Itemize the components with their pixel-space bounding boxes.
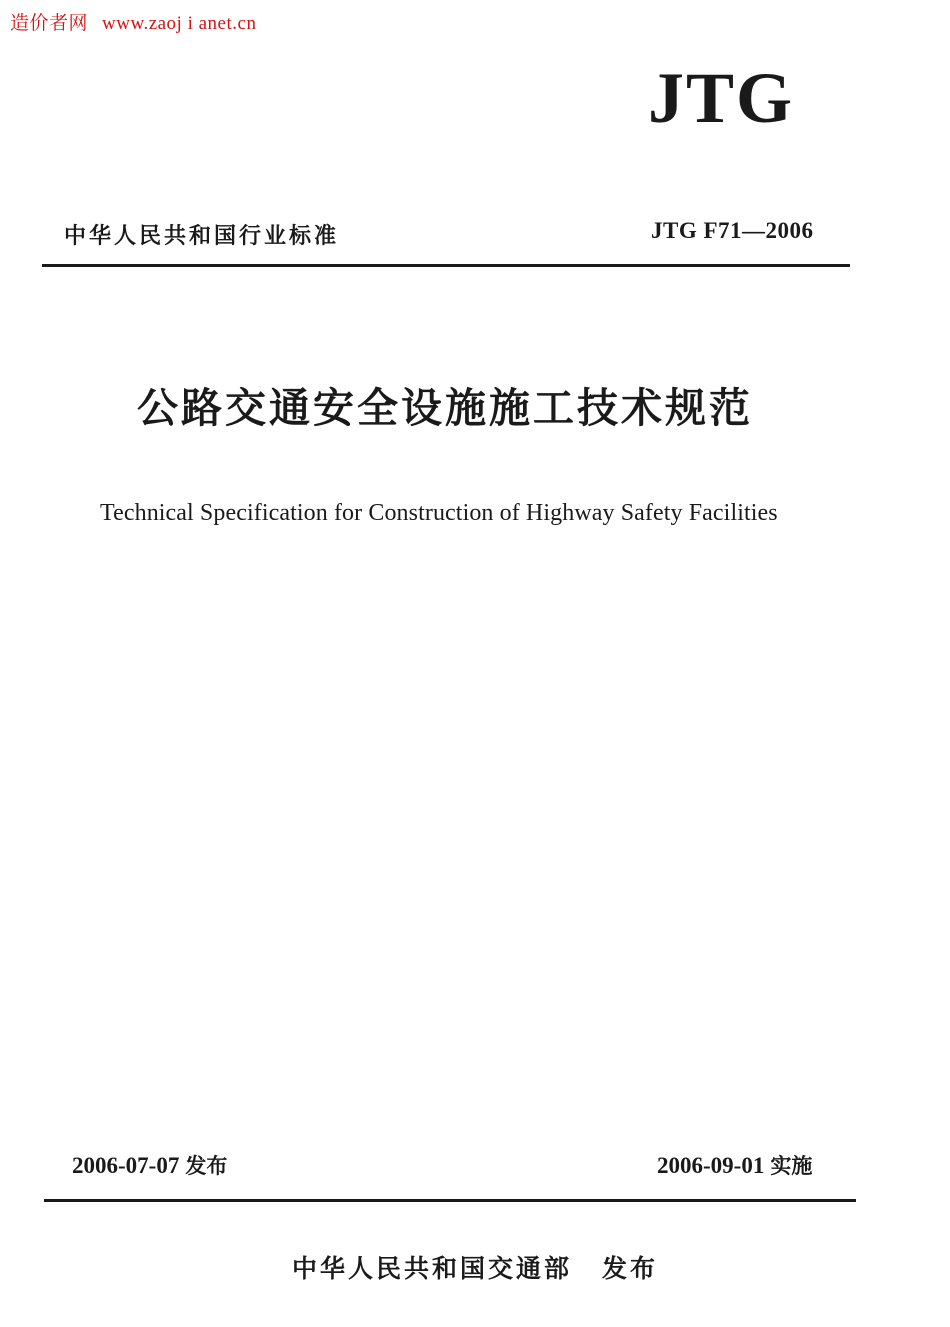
publisher-action: 发布	[602, 1254, 659, 1283]
jtg-logo: JTG	[648, 58, 795, 138]
watermark-url[interactable]: www.zaoj i anet.cn	[102, 13, 257, 34]
standard-type: 中华人民共和国行业标准	[64, 224, 340, 249]
watermark	[10, 8, 256, 35]
issue-label: 发布	[185, 1154, 228, 1178]
effective-label: 实施	[770, 1154, 813, 1178]
watermark-site-name: 造价者网	[10, 13, 89, 34]
standard-code: JTG F71—2006	[651, 218, 814, 243]
effective-date: 2006-09-01	[657, 1153, 765, 1178]
effective-date-line	[657, 1150, 812, 1180]
header-divider	[42, 264, 850, 267]
title-chinese: 公路交通安全设施施工技术规范	[137, 384, 753, 432]
publisher-name: 中华人民共和国交通部	[291, 1254, 572, 1283]
publisher-line	[0, 1249, 950, 1285]
issue-date-line	[72, 1150, 227, 1180]
title-english: Technical Specification for Construction of Highway Safety Facilities	[100, 500, 778, 526]
footer-divider	[44, 1199, 856, 1202]
issue-date: 2006-07-07	[72, 1153, 180, 1178]
